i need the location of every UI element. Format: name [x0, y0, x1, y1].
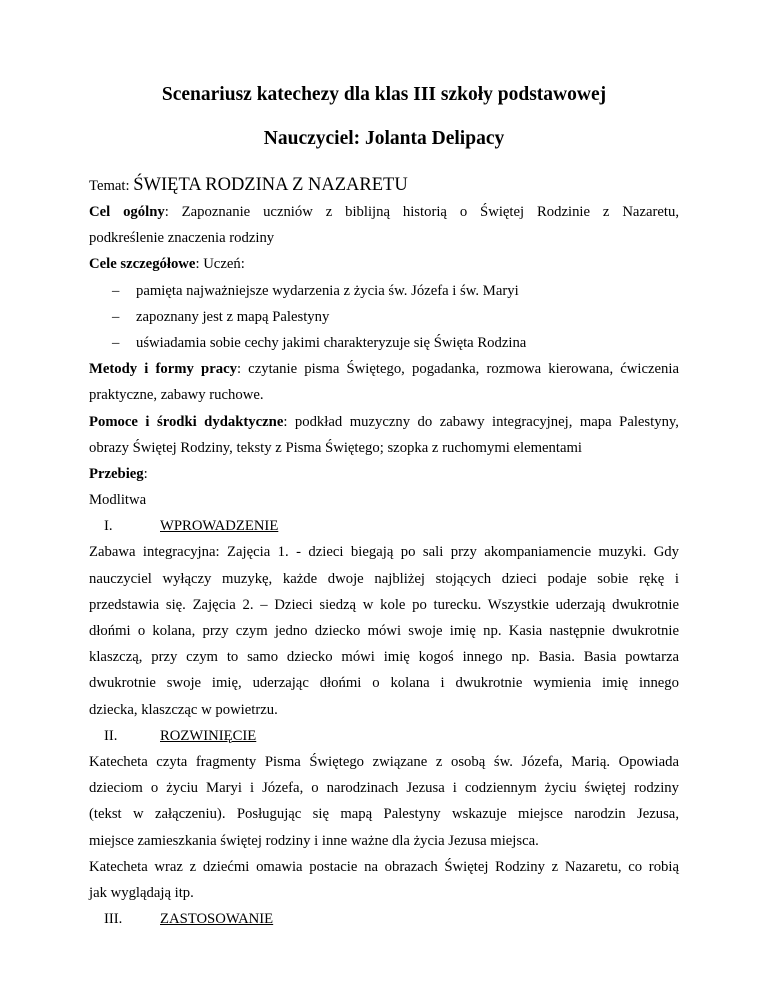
list-item: – pamięta najważniejsze wydarzenia z życia św. Józefa i św. Maryi — [89, 278, 679, 304]
section-heading-development — [89, 723, 679, 749]
paragraph-line: Katecheta wraz z dziećmi omawia postacie na obrazach Świętej Rodziny z Nazaretu, co robią — [89, 858, 679, 875]
section-number: II. — [104, 727, 118, 744]
list-item: – zapoznany jest z mapą Palestyny — [89, 304, 679, 330]
paragraph-line: nauczyciel wyłączy muzykę, każde dwoje najbliżej stojących dzieci podaje sobie rękę i — [89, 570, 679, 587]
dash-bullet: – — [112, 308, 120, 325]
general-goal-line-2: podkreślenie znaczenia rodziny — [89, 230, 275, 247]
teacher-name: Nauczyciel: Jolanta Delipacy — [263, 128, 505, 149]
aids-label: Pomoce i środki dydaktyczne — [89, 413, 284, 430]
course-heading: Przebieg: — [89, 465, 148, 482]
topic-label: Temat: — [89, 178, 134, 194]
topic-line — [89, 172, 679, 199]
section-title: WPROWADZENIE — [160, 518, 279, 535]
aids-line-1: Pomoce i środki dydaktyczne: podkład muzyczny do zabawy integracyjnej, mapa Palestyny, — [89, 413, 679, 430]
paragraph-line: klaszczą, przy czym to samo dziecko mówi imię kogoś innego np. Basia. Basia powtarza — [89, 649, 679, 666]
course-label: Przebieg — [89, 465, 144, 482]
paragraph-line: (tekst w załączeniu). Posługując się mapą Palestyny wskazuje miejsce narodzin Jezusa, — [89, 806, 679, 823]
prayer-line: Modlitwa — [89, 492, 147, 509]
document-body — [89, 172, 679, 932]
dash-bullet: – — [112, 282, 120, 299]
section-number: I. — [104, 518, 113, 535]
topic-value: ŚWIĘTA RODZINA Z NAZARETU — [133, 175, 408, 195]
document-title: Scenariusz katechezy dla klas III szkoły podstawowej — [161, 84, 607, 105]
section-heading-introduction — [89, 513, 679, 539]
section-title: ZASTOSOWANIE — [160, 911, 274, 928]
paragraph-line: przedstawia się. Zajęcia 2. – Dzieci siedzą w kole po turecku. Wszystkie uderzają dwukrotnie — [89, 596, 679, 613]
specific-goals-label: Cele szczegółowe — [89, 256, 196, 273]
list-item: – uświadamia sobie cechy jakimi charakteryzuje się Święta Rodzina — [89, 330, 679, 356]
paragraph-line: miejsce zamieszkania świętej rodziny i inne ważne dla życia Jezusa miejsca. — [89, 832, 539, 849]
paragraph-line: dziecka, klaszcząc w powietrzu. — [89, 701, 278, 718]
methods-label: Metody i formy pracy — [89, 361, 237, 378]
section-heading-application — [89, 906, 679, 932]
paragraph-line: Katecheta czyta fragmenty Pisma Świętego związane z osobą św. Józefa, Marią. Opowiada — [89, 753, 679, 770]
paragraph-line: Zabawa integracyjna: Zajęcia 1. - dzieci biegają po sali przy akompaniamencie muzyki. Gdy — [89, 544, 679, 561]
methods-line-1: Metody i formy pracy: czytanie pisma Świętego, pogadanka, rozmowa kierowana, ćwiczenia — [89, 361, 679, 378]
aids-line-2: obrazy Świętej Rodziny, teksty z Pisma Świętego; szopka z ruchomymi elementami — [89, 439, 583, 456]
section-number: III. — [104, 911, 123, 928]
specific-goals-heading: Cele szczegółowe: Uczeń: — [89, 256, 245, 273]
paragraph-line: dwukrotnie swoje imię, uderzając dłońmi o kolana i dwukrotnie wymienia imię innego — [89, 675, 679, 692]
general-goal-line-1: Cel ogólny: Zapoznanie uczniów z biblijną historią o Świętej Rodzinie z Nazaretu, — [89, 204, 679, 220]
paragraph-line: dłońmi o kolana, przy czym jedno dziecko mówi swoje imię np. Kasia następnie dwukrotnie — [89, 623, 679, 639]
general-goal-label: Cel ogólny — [89, 204, 165, 220]
methods-line-2: praktyczne, zabawy ruchowe. — [89, 387, 264, 404]
paragraph-line: dzieciom o życiu Maryi i Józefa, o narodzinach Jezusa i codziennym życiu świętej rodziny — [89, 780, 679, 797]
paragraph-line: jak wyglądają itp. — [89, 884, 194, 901]
dash-bullet: – — [112, 334, 120, 351]
section-title: ROZWINIĘCIE — [160, 727, 257, 744]
